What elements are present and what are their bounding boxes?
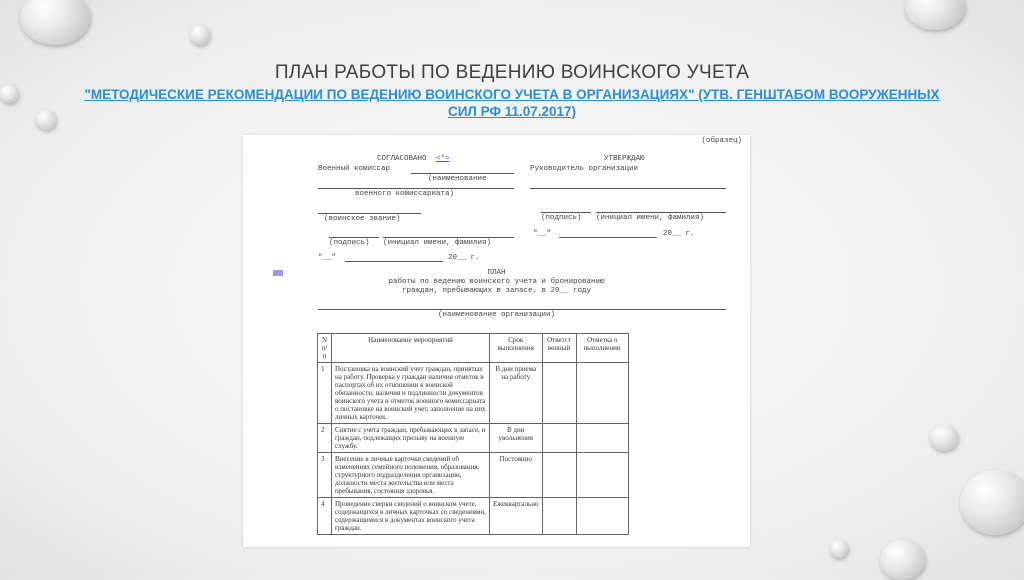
water-drop-decoration (960, 470, 1024, 535)
corner-note: (образец) (701, 137, 742, 145)
row-number: 3 (318, 453, 332, 498)
table-row (318, 424, 629, 453)
water-drop-decoration (36, 110, 56, 130)
col-header: Наименование мероприятий (332, 334, 490, 363)
col-header: N п/п (318, 334, 332, 363)
activity-name: Снятие с учета граждан, пребывающих в запасе, и граждан, подлежащих призыву на военную службу. (332, 424, 490, 453)
water-drop-decoration (190, 25, 210, 45)
row-number: 4 (318, 498, 332, 535)
term: Постоянно (490, 453, 543, 498)
col-header: Срок выполнения (490, 334, 543, 363)
footnote-link[interactable]: <*> (436, 155, 450, 163)
date-field: "__" (533, 230, 552, 238)
row-number: 2 (318, 424, 332, 453)
name-caption: (наименование (428, 175, 487, 183)
col-header: Отметка о выполнении (576, 334, 629, 363)
plan-line2: граждан, пребывающих в запасе, в 20__ году (401, 287, 592, 295)
activity-name: Внесение в личные карточки сведений об изменениях семейного положения, образования, структурного подразделения организации, должности места жительства или места пребывания, состояния здоровья. (332, 453, 490, 498)
table-row (318, 453, 629, 498)
rank-caption: (воинское звание) (324, 215, 401, 223)
activity-name: Проведение сверки сведений о воинском учете, содержащихся в личных карточках со сведениями, содержащимися в документах воинского учета граждан. (332, 498, 490, 535)
term: В дни увольнения (490, 424, 543, 453)
row-number: 1 (318, 363, 332, 424)
term: Ежеквартально (490, 498, 543, 535)
commissar-label: Военный комиссар (318, 165, 391, 173)
plan-line1: работы по ведению воинского учета и бронированию (388, 278, 605, 286)
head-label: Руководитель организации (530, 165, 639, 173)
plan-table (317, 333, 629, 535)
water-drop-decoration (830, 540, 848, 558)
table-row (318, 363, 629, 424)
agreed-label: СОГЛАСОВАНО (377, 155, 427, 163)
activity-name: Постановка на воинский учет граждан, принятых на работу. Проверка у граждан наличия отметок в паспортах об их отношении к воинской обязанности, наличия и подлинности документов воинского учета и отметок военного комиссариата о постановке на воинский учет, заполнение на них личных карточек. (332, 363, 490, 424)
document-image (243, 135, 750, 547)
water-drop-decoration (930, 425, 958, 451)
date-field: "__" (318, 254, 337, 262)
term: В дни приема на работу (490, 363, 543, 424)
approve-label: УТВЕРЖДАЮ (604, 155, 645, 163)
water-drop-decoration (905, 0, 965, 30)
org-caption: (наименование организации) (437, 311, 556, 319)
plan-title: ПЛАН (487, 269, 506, 277)
slide-title: ПЛАН РАБОТЫ ПО ВЕДЕНИЮ ВОИНСКОГО УЧЕТА (274, 62, 750, 83)
col-header: Ответст венный (542, 334, 576, 363)
sign-caption: (подпись) (541, 214, 582, 222)
sign-caption: (подпись) (329, 239, 370, 247)
initials-caption: (инициал имени, фамилия) (596, 214, 705, 222)
commissariat-caption: военного комиссариата) (355, 190, 455, 198)
year-field: 20__ г. (663, 230, 695, 238)
table-row (318, 498, 629, 535)
water-drop-decoration (0, 85, 18, 103)
initials-caption: (инициал имени, фамилия) (383, 239, 492, 247)
water-drop-decoration (880, 540, 925, 580)
source-link[interactable]: "МЕТОДИЧЕСКИЕ РЕКОМЕНДАЦИИ ПО ВЕДЕНИЮ ВОИНСКОГО УЧЕТА В ОРГАНИЗАЦИЯХ" (УТВ. ГЕНШТАБОМ ВООРУЖЕННЫХ СИЛ РФ 11.07.2017) (84, 87, 940, 119)
water-drop-decoration (20, 0, 90, 45)
year-field: 20__ г. (448, 254, 480, 262)
